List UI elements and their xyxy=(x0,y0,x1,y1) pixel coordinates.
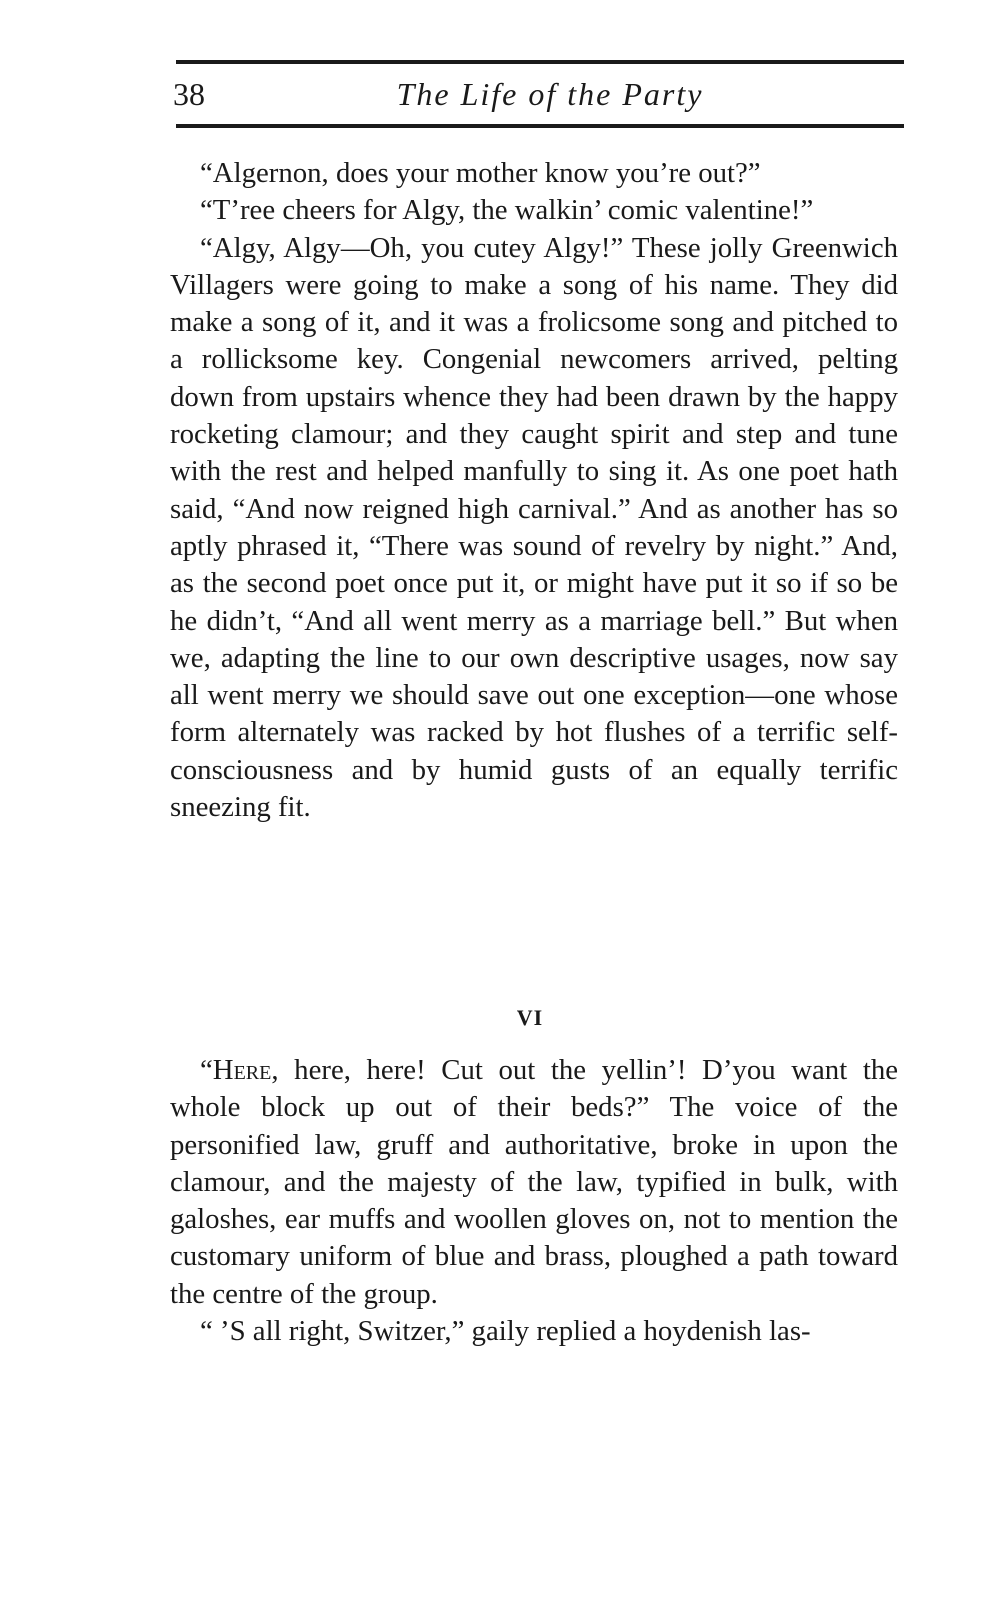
body-text-section-two xyxy=(170,1052,898,1350)
page-number: 38 xyxy=(173,76,205,112)
paragraph: “ ’S all right, Switzer,” gaily replied a hoydenish las- xyxy=(200,1315,811,1348)
paragraph: “Here, here, here! Cut out the yellin’! D’you want the whole block up out of their beds?” The voice of the personified law, gruff and authoritative, broke in upon the clamour, and the majesty of the law, typified in bulk, with galoshes, ear muffs and woollen gloves on, not to mention the customary uniform of blue and brass, ploughed a path toward the centre of the group. xyxy=(170,1054,898,1310)
paragraph: “T’ree cheers for Algy, the walkin’ comic valentine!” xyxy=(200,194,814,227)
body-text-section-one xyxy=(170,155,898,826)
paragraph: “Algy, Algy—Oh, you cutey Algy!” These jolly Greenwich Villagers were going to make a song of his name. They did make a song of it, and it was a frolicsome song and pitched to a rollicksome key. Congenial newcomers arrived, pelting down from upstairs whence they had been drawn by the happy rocketing clamour; and they caught spirit and step and tune with the rest and helped manfully to sing it. As one poet hath said, “And now reigned high carnival.” And as another has so aptly phrased it, “There was sound of revelry by night.” And, as the second poet once put it, or might have put it so if so be he didn’t, “And all went merry as a marriage bell.” But when we, adapting the line to our own descriptive usages, now say all went merry we should save out one exception—one whose form alternately was racked by hot flushes of a terrific self-consciousness and by humid gusts of an equally terrific sneezing fit. xyxy=(170,231,898,824)
paragraph-text: , here, here! Cut out the yellin’! D’you want the whole block up out of their beds?” The voice of the personified law, gruff and authoritative, broke in upon the clamour, and the majesty of the law, typified in bulk, with galoshes, ear muffs and woollen gloves on, not to mention the customary uniform of blue and brass, ploughed a path toward the centre of the group. xyxy=(170,1054,898,1310)
header-rule-bottom xyxy=(176,124,904,128)
opening-word: Here xyxy=(212,1054,272,1086)
running-title: The Life of the Party xyxy=(396,76,704,112)
header-rule-top xyxy=(176,60,904,64)
paragraph: “Algernon, does your mother know you’re out?” xyxy=(200,157,761,189)
section-heading: VI xyxy=(516,1005,544,1030)
